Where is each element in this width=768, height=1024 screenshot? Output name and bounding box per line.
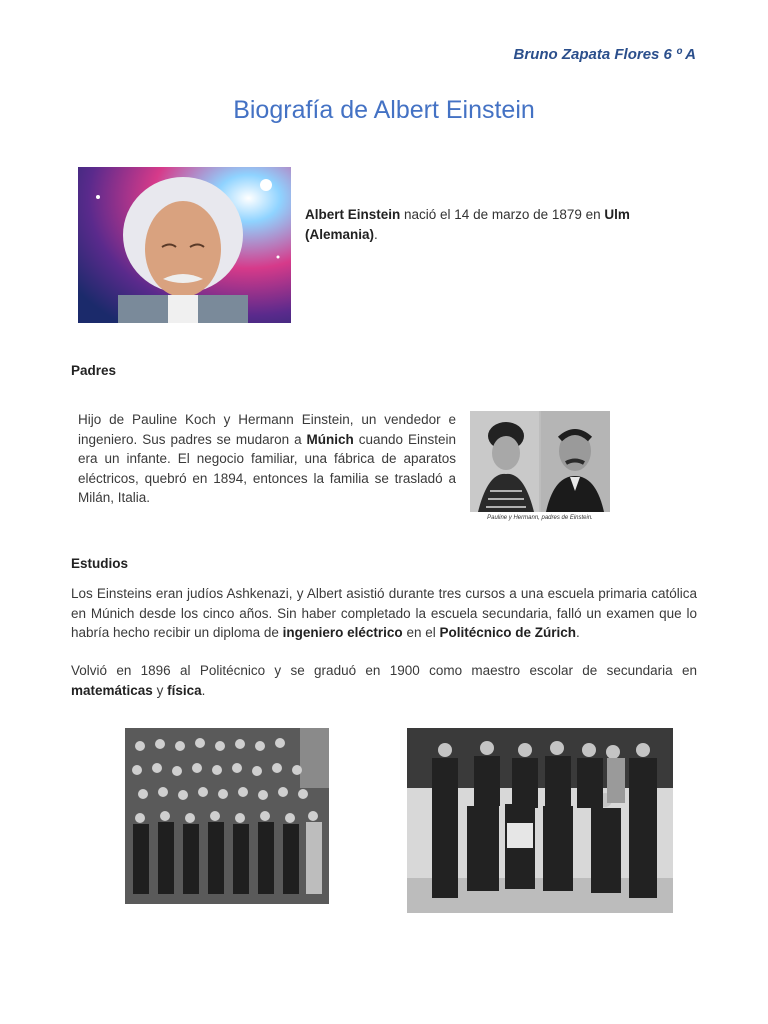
padres-paragraph: Hijo de Pauline Koch y Hermann Einstein, un vendedor e ingeniero. Sus padres se mudaron a Múnich cuando Einstein era un infante. El negocio familiar, una fábrica de aparatos eléctricos, quebró en 1894, entonces la familia se trasladó a Milán, Italia. [78, 412, 456, 505]
parents-caption: Pauline y Hermann, padres de Einstein. [487, 515, 593, 521]
padres-heading: Padres [71, 363, 117, 378]
school-class-photo [125, 728, 329, 904]
intro-place: Ulm (Alemania) [305, 207, 630, 242]
einstein-portrait-image [78, 167, 291, 323]
intro-paragraph: Albert Einstein nació el 14 de marzo de 1879 en Ulm (Alemania). [305, 207, 630, 242]
estudios-paragraph-2: Volvió en 1896 al Politécnico y se graduó en 1900 como maestro escolar de secundaria en matemáticas y física. [71, 663, 697, 698]
polytechnic-group-photo [407, 728, 673, 913]
intro-name: Albert Einstein [305, 207, 401, 222]
parents-photo [470, 411, 610, 512]
estudios-paragraph-1: Los Einsteins eran judíos Ashkenazi, y Albert asistió durante tres cursos a una escuela primaria católica en Múnich desde los cinco años. Sin haber completado la escuela secundaria, falló un examen que lo habría hecho recibir un diploma de ingeniero eléctrico en el Politécnico de Zúrich. [71, 586, 697, 640]
page-title: Biografía de Albert Einstein [233, 96, 535, 124]
estudios-heading: Estudios [71, 556, 129, 571]
author-name: Bruno Zapata Flores 6 º A [513, 46, 696, 63]
